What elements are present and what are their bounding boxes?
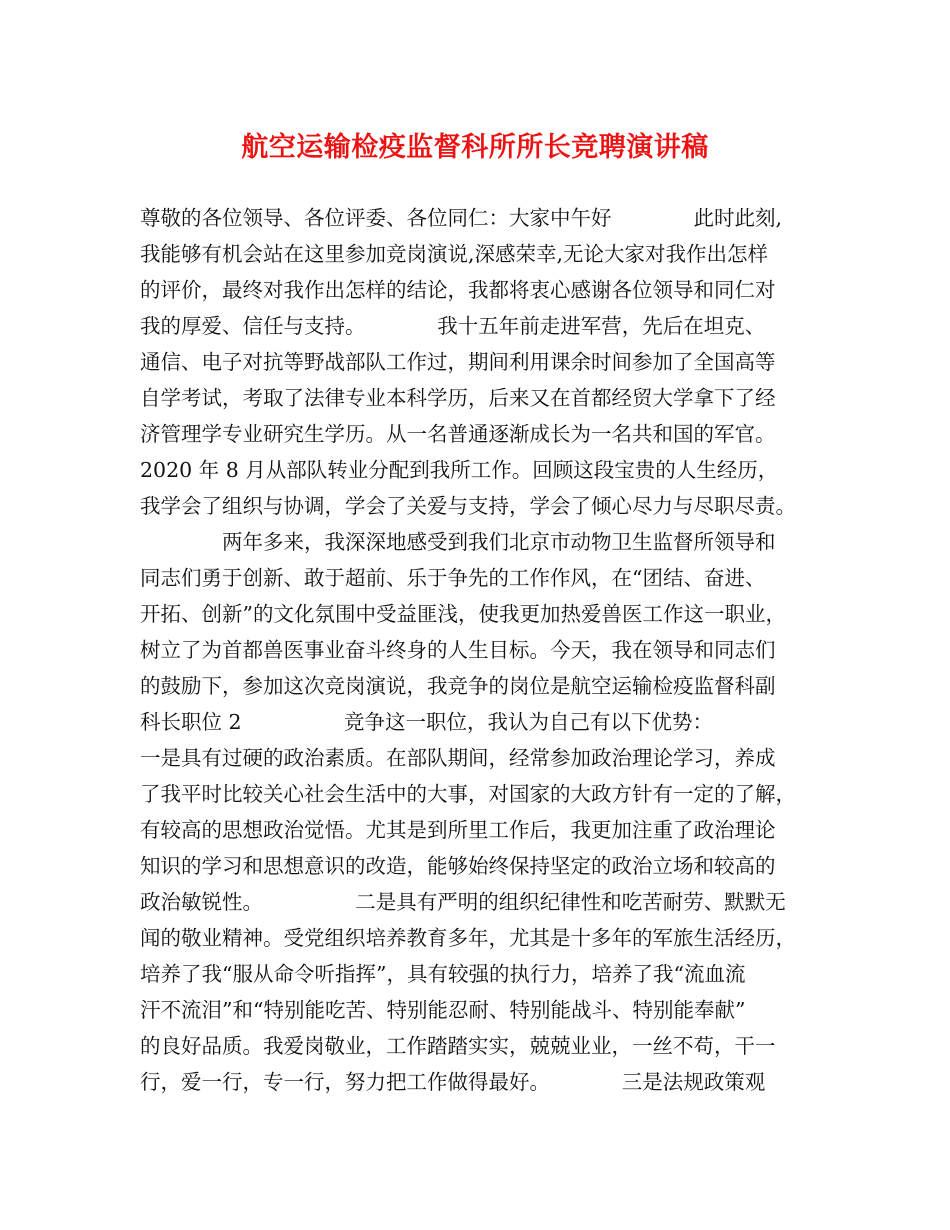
body-line-1: 尊敬的各位领导、各位评委、各位同仁：大家中午好 此时此刻, (140, 206, 783, 230)
body-line-4: 我的厚爱、信任与支持。 我十五年前走进军营，先后在坦克、 (140, 314, 766, 338)
body-line-22: 培养了我“服从命令听指挥”，具有较强的执行力，培养了我“流血流 (140, 962, 746, 986)
body-line-20: 政治敏锐性。 二是具有严明的组织纪律性和吃苦耐劳、默默无 (140, 890, 786, 914)
body-line-10: 两年多来，我深深地感受到我们北京市动物卫生监督所领导和 (140, 530, 776, 554)
body-line-8: 2020 年 8 月从部队转业分配到我所工作。回顾这段宝贵的人生经历， (140, 458, 779, 482)
body-line-3: 的评价，最终对我作出怎样的结论，我都将衷心感谢各位领导和同仁对 (140, 278, 776, 302)
body-line-12: 开拓、创新”的文化氛围中受益匪浅，使我更加热爱兽医工作这一职业， (140, 602, 786, 626)
body-line-7: 济管理学专业研究生学历。从一名普通逐渐成长为一名共和国的军官。 (140, 422, 776, 446)
body-line-16: 一是具有过硬的政治素质。在部队期间，经常参加政治理论学习，养成 (140, 746, 776, 770)
body-line-19: 知识的学习和思想意识的改造，能够始终保持坚定的政治立场和较高的 (140, 854, 776, 878)
document-title: 航空运输检疫监督科所所长竞聘演讲稿 (241, 132, 709, 163)
body-line-24: 的良好品质。我爱岗敬业，工作踏踏实实，兢兢业业，一丝不苟，干一 (140, 1034, 776, 1058)
body-line-14: 的鼓励下，参加这次竞岗演说，我竞争的岗位是航空运输检疫监督科副 (140, 674, 776, 698)
body-line-18: 有较高的思想政治觉悟。尤其是到所里工作后，我更加注重了政治理论 (140, 818, 776, 842)
body-line-6: 自学考试，考取了法律专业本科学历，后来又在首都经贸大学拿下了经 (140, 386, 776, 410)
body-line-5: 通信、电子对抗等野战部队工作过，期间利用课余时间参加了全国高等 (140, 350, 776, 374)
body-line-13: 树立了为首都兽医事业奋斗终身的人生目标。今天，我在领导和同志们 (140, 638, 776, 662)
body-line-11: 同志们勇于创新、敢于超前、乐于争先的工作作风，在“团结、奋进、 (140, 566, 766, 590)
body-line-15: 科长职位 2 竞争这一职位，我认为自己有以下优势： (140, 710, 714, 734)
body-line-21: 闻的敬业精神。受党组织培养教育多年，尤其是十多年的军旅生活经历， (140, 926, 796, 950)
body-line-17: 了我平时比较关心社会生活中的大事，对国家的大政方针有一定的了解， (140, 782, 796, 806)
body-line-9: 我学会了组织与协调，学会了关爱与支持，学会了倾心尽力与尽职尽责。 (140, 494, 796, 518)
body-line-25: 行，爱一行，专一行，努力把工作做得最好。 三是法规政策观 (140, 1070, 766, 1094)
body-line-2: 我能够有机会站在这里参加竞岗演说,深感荣幸,无论大家对我作出怎样 (140, 242, 769, 266)
body-line-23: 汗不流泪”和“特别能吃苦、特别能忍耐、特别能战斗、特别能奉献” (140, 998, 746, 1022)
